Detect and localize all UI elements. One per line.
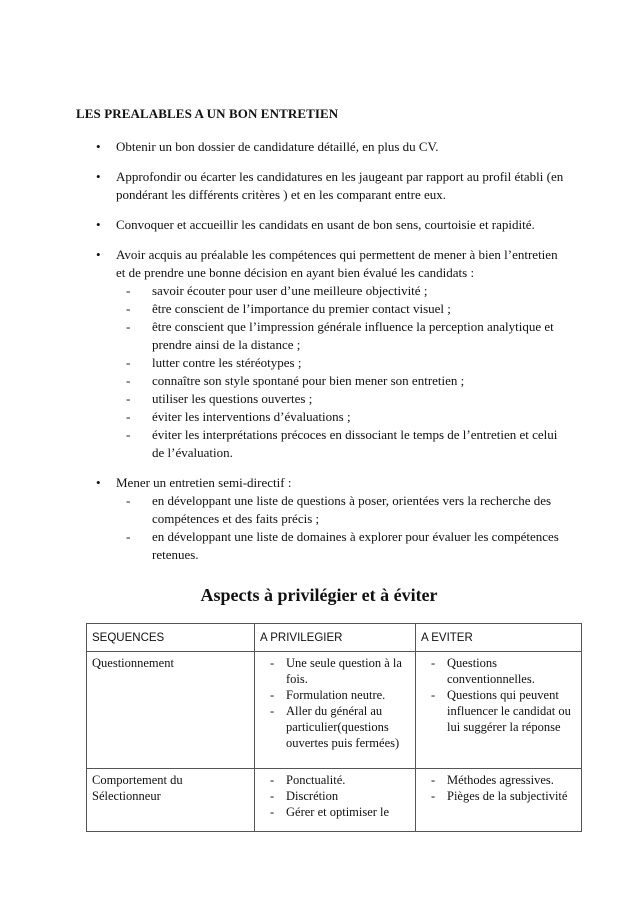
dash-icon: - <box>126 427 131 442</box>
sub-item: - utiliser les questions ouvertes ; <box>126 391 313 406</box>
dash-icon: - <box>126 391 131 406</box>
table-header-row <box>87 624 582 652</box>
list-item: - Questions qui peuvent influencer le candidat ou lui suggérer la réponse <box>431 688 571 734</box>
sub-item: - être conscient que l’impression générale influence la perception analytique et prendre ainsi de la distance ; <box>126 319 554 352</box>
bullet-icon: • <box>96 169 101 184</box>
dash-icon: - <box>126 319 131 334</box>
sub-item: - lutter contre les stéréotypes ; <box>126 355 302 370</box>
bullet-item <box>96 216 566 234</box>
dash-icon: - <box>270 773 275 787</box>
dash-icon: - <box>431 773 436 787</box>
privilegier-cell <box>255 769 416 832</box>
dash-icon: - <box>126 529 131 544</box>
prerequisites-list <box>96 138 566 576</box>
dash-icon: - <box>270 704 275 718</box>
dash-icon: - <box>126 373 131 388</box>
bullet-icon: • <box>96 139 101 154</box>
list-item: - Formulation neutre. <box>270 688 386 702</box>
dash-icon: - <box>270 688 275 702</box>
sub-item: - savoir écouter pour user d’une meilleure objectivité ; <box>126 283 428 298</box>
list-item: - Gérer et optimiser le <box>270 805 390 819</box>
bullet-icon: • <box>96 475 101 490</box>
eviter-cell <box>416 769 582 832</box>
list-item: - Méthodes agressives. <box>431 773 554 787</box>
dash-icon: - <box>126 301 131 316</box>
list-item: - Aller du général au particulier(questions ouvertes puis fermées) <box>270 704 400 750</box>
dash-icon: - <box>126 409 131 424</box>
dash-icon: - <box>431 656 436 670</box>
dash-icon: - <box>270 656 275 670</box>
list-item: - Questions conventionnelles. <box>431 656 535 686</box>
aspects-table <box>86 623 582 832</box>
list-item: - Discrétion <box>270 789 339 803</box>
document-heading: LES PREALABLES A UN BON ENTRETIEN <box>76 106 339 121</box>
bullet-icon: • <box>96 247 101 262</box>
bullet-item <box>96 246 566 462</box>
column-header: A EVITER <box>416 624 582 652</box>
dash-icon: - <box>126 493 131 508</box>
bullet-item <box>96 168 566 204</box>
bullet-item <box>96 138 566 156</box>
sub-list <box>116 492 566 564</box>
bullet-text: Avoir acquis au préalable les compétences qui permettent de mener à bien l’entretien et de prendre une bonne décision en ayant bien évalué les candidats : <box>116 247 558 280</box>
bullet-text: Obtenir un bon dossier de candidature détaillé, en plus du CV. <box>116 139 439 154</box>
sub-item: - être conscient de l’importance du premier contact visuel ; <box>126 301 451 316</box>
dash-icon: - <box>126 283 131 298</box>
table-row <box>87 652 582 769</box>
column-header: SEQUENCES <box>87 624 255 652</box>
dash-icon: - <box>431 789 436 803</box>
dash-icon: - <box>270 805 275 819</box>
column-header: A PRIVILEGIER <box>255 624 416 652</box>
bullet-text: Approfondir ou écarter les candidatures en les jaugeant par rapport au profil établi (en pondérant les différents critères ) et en les comparant entre eux. <box>116 169 564 202</box>
sub-item: - en développant une liste de questions à poser, orientées vers la recherche des compétences et des faits précis ; <box>126 493 552 526</box>
bullet-icon: • <box>96 217 101 232</box>
sequence-cell: Comportement du Sélectionneur <box>87 769 255 832</box>
sub-item: - éviter les interventions d’évaluations ; <box>126 409 351 424</box>
list-item: - Ponctualité. <box>270 773 346 787</box>
sequence-cell: Questionnement <box>87 652 255 769</box>
list-item: - Pièges de la subjectivité <box>431 789 568 803</box>
sub-item: - éviter les interprétations précoces en dissociant le temps de l’entretien et celui de l’évaluation. <box>126 427 558 460</box>
bullet-text: Convoquer et accueillir les candidats en usant de bon sens, courtoisie et rapidité. <box>116 217 535 232</box>
bullet-item <box>96 474 566 564</box>
list-item: - Une seule question à la fois. <box>270 656 402 686</box>
table-row <box>87 769 582 832</box>
eviter-cell <box>416 652 582 769</box>
dash-icon: - <box>431 688 436 702</box>
sub-item: - connaître son style spontané pour bien mener son entretien ; <box>126 373 465 388</box>
bullet-text: Mener un entretien semi-directif : <box>116 475 292 490</box>
privilegier-cell <box>255 652 416 769</box>
section-title: Aspects à privilégier et à éviter <box>200 585 438 605</box>
sub-list <box>116 282 566 462</box>
dash-icon: - <box>126 355 131 370</box>
dash-icon: - <box>270 789 275 803</box>
sub-item: - en développant une liste de domaines à explorer pour évaluer les compétences retenues. <box>126 529 559 562</box>
